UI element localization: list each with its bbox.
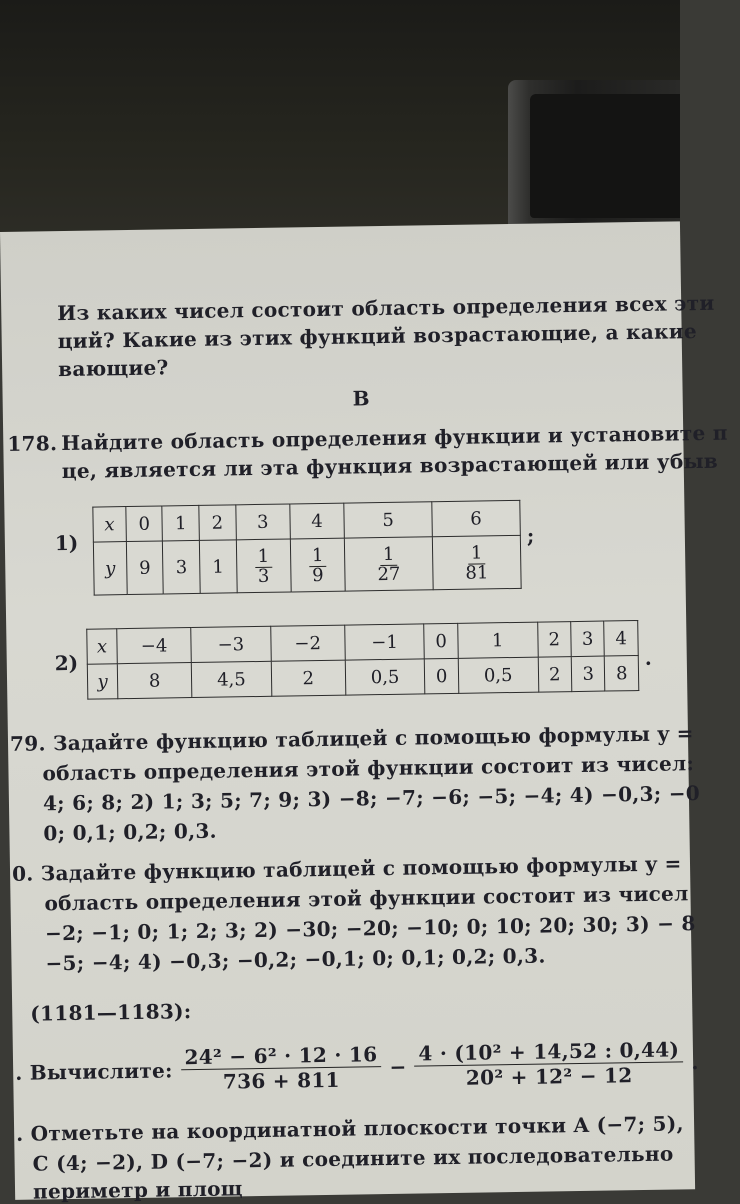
table-2-x-header: x [87, 629, 118, 664]
table-1-x-cell: 4 [290, 503, 345, 539]
table-1-x-cell: 3 [235, 504, 290, 540]
fraction-numerator: 1 [468, 544, 486, 564]
table-1-tag: 1) [54, 530, 79, 556]
function-table-2 [86, 620, 639, 700]
black-device [508, 80, 680, 230]
calc-end: . [691, 1049, 699, 1074]
calc-fraction-1 [180, 1042, 382, 1094]
table-1-y-fraction [462, 544, 492, 583]
problem-calc-line [15, 1037, 699, 1097]
table-2-x-cell: 2 [537, 622, 571, 658]
problem-179-line-3: 4; 6; 8; 2) 1; 3; 5; 7; 9; 3) −8; −7; −6; −5; −4; 4) −0,3; −0 [42, 781, 701, 816]
table-2-x-cell: 1 [458, 622, 538, 658]
fraction-denominator: 9 [311, 564, 324, 586]
table-2-period: . [644, 645, 652, 670]
table-2-y-cell: 3 [571, 656, 605, 692]
problem-179-line-2: область определения этой функции состоит из чисел: [42, 751, 695, 786]
table-2-x-cell: 3 [571, 621, 605, 657]
fraction-denominator: 81 [465, 561, 489, 584]
table-2-y-header: y [87, 664, 118, 699]
problem-178-line-1: Найдите область определения функции и установите п [61, 420, 728, 456]
calc-minus: − [389, 1054, 407, 1079]
table-2-x-cell: −2 [270, 625, 345, 661]
function-table-1 [92, 500, 521, 596]
table-2-y-cell: 0,5 [345, 659, 425, 695]
problem-180-line-3: −2; −1; 0; 1; 2; 3; 2) −30; −20; −10; 0; 10; 20; 30; 3) − 8 [44, 911, 696, 946]
table-1-y-fraction [374, 545, 404, 584]
table-1-semicolon: ; [526, 523, 535, 548]
table-2-x-cell: −4 [117, 628, 192, 664]
textbook-page [0, 221, 728, 1204]
table-2-y-cell: 8 [605, 656, 639, 692]
calc-fraction-1-denominator: 736 + 811 [222, 1067, 340, 1094]
fraction-denominator: 3 [257, 565, 270, 587]
table-1-y-cell: 9 [126, 541, 163, 595]
table-1-y-fraction [254, 547, 272, 586]
table-1-x-header: x [93, 507, 126, 543]
table-1-y-cell: 3 [163, 540, 200, 594]
calc-fraction-2-denominator: 20² + 12² − 12 [465, 1063, 633, 1090]
table-2-y-cell: 0,5 [458, 657, 538, 693]
section-letter: В [352, 386, 370, 411]
table-1-y-cell [236, 539, 291, 593]
table-2-tag: 2) [54, 650, 79, 676]
fraction-numerator: 1 [309, 547, 327, 567]
fraction-numerator: 1 [254, 547, 272, 567]
table-1-y-cell: 1 [199, 540, 236, 594]
table-2-x-cell: 0 [424, 623, 458, 659]
problem-180-line-4: −5; −4; 4) −0,3; −0,2; −0,1; 0; 0,1; 0,2; 0,3. [45, 943, 546, 976]
table-2-y-cell: 8 [117, 663, 192, 699]
problem-last-line-2: C (4; −2), D (−7; −2) и соедините их последовательно [32, 1141, 674, 1176]
table-2-x-cell: 4 [604, 621, 638, 657]
calc-label: . Вычислите: [15, 1057, 173, 1085]
calc-fraction-1-numerator: 24² − 6² · 12 · 16 [180, 1042, 381, 1070]
table-2-x-cell: −1 [344, 624, 424, 660]
table-1-x-cell: 2 [199, 505, 236, 541]
table-1-y-cell [344, 537, 433, 591]
fraction-denominator: 27 [377, 563, 401, 585]
table-1-y-cell [432, 535, 521, 589]
table-2-y-cell: 4,5 [191, 661, 271, 697]
fraction-numerator: 1 [380, 545, 398, 565]
table-2-y-row [87, 656, 638, 700]
table-1-x-cell: 1 [162, 505, 199, 541]
table-1-x-cell: 5 [344, 502, 432, 538]
table-2-y-cell: 2 [271, 660, 346, 696]
problem-last-line-1: . Отметьте на координатной плоскости точки A (−7; 5), [15, 1111, 684, 1146]
table-1-x-cell: 0 [126, 506, 163, 542]
table-1-y-header: y [93, 542, 127, 596]
problem-179-line-4: 0; 0,1; 0,2; 0,3. [43, 818, 218, 846]
problem-range-heading: (1181—1183): [30, 999, 192, 1026]
device-cap [530, 94, 680, 218]
table-1-y-cell [290, 538, 345, 592]
intro-line-1: Из каких чисел состоит область определения всех эти [57, 290, 715, 326]
table-2-x-cell: −3 [191, 626, 271, 662]
problem-180-line-2: область определения этой функции состоит из чисел [44, 881, 689, 916]
problem-178-number: 178. [7, 431, 58, 456]
table-1-y-row [93, 535, 521, 595]
table-1-y-fraction [309, 544, 327, 586]
problem-last-line-3: периметр и площ [32, 1176, 243, 1204]
problem-179-line-1: 79. Задайте функцию таблицей с помощью формулы y = [9, 721, 694, 756]
calc-fraction-2 [414, 1037, 684, 1090]
intro-line-2: ций? Какие из этих функций возрастающие, а какие [57, 319, 698, 354]
calc-fraction-2-numerator: 4 · (10² + 14,52 : 0,44) [414, 1037, 683, 1066]
intro-line-3: вающие? [57, 355, 169, 382]
table-2-y-cell: 0 [425, 658, 459, 694]
problem-180-line-1: 0. Задайте функцию таблицей с помощью формулы y = [11, 851, 682, 886]
problem-178-line-2: це, является ли эта функция возрастающей или убыв [61, 448, 719, 484]
table-1-x-cell: 6 [432, 500, 521, 536]
table-2-y-cell: 2 [538, 657, 572, 693]
